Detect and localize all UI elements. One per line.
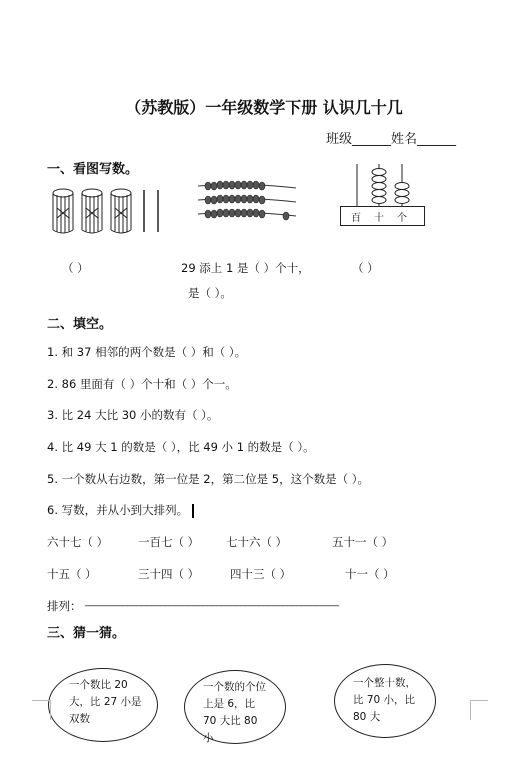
section2-heading: 二、填空。: [47, 317, 113, 332]
text-cursor: [192, 504, 194, 518]
answer-beads-line1: 29 添上 1 是（ ）个十，: [181, 261, 310, 275]
guess-bubble-1-text: 一个数比 20 大，比 27 小是双数: [69, 679, 142, 725]
fill-item-4: 4. 比 49 大 1 的数是（ ），比 49 小 1 的数是（ ）。: [47, 440, 315, 454]
abacus-label-hundreds: 百: [351, 213, 361, 224]
number-word-7: 四十三（ ）: [230, 567, 292, 581]
abacus-label-ones: 个: [397, 213, 407, 224]
fill-item-3: 3. 比 24 大比 30 小的数有（ ）。: [47, 408, 219, 422]
number-word-3: 七十六（ ）: [226, 535, 288, 549]
answer-blank-sticks: （ ）: [62, 261, 89, 275]
abacus-image: [340, 160, 425, 228]
page-title: （苏教版）一年级数学下册 认识几十几: [125, 98, 403, 117]
number-word-6: 三十四（ ）: [138, 567, 200, 581]
number-word-2: 一百七（ ）: [138, 535, 200, 549]
fill-item-2: 2. 86 里面有（ ）个十和（ ）个一。: [47, 377, 237, 391]
sort-label: 排列：: [47, 599, 82, 613]
fill-item-1: 1. 和 37 相邻的两个数是（ ）和（ ）。: [47, 345, 247, 359]
answer-blank-abacus: （ ）: [352, 261, 379, 275]
margin-mark-left: [44, 700, 51, 720]
margin-mark-left-h: [32, 700, 50, 702]
guess-bubble-2-text: 一个数的个位上是 6，比 70 大比 80 小: [203, 681, 266, 744]
sort-answer-line: ______________________________________________________: [85, 596, 339, 607]
fill-item-6-text: 6. 写数，并从小到大排列。: [47, 503, 189, 517]
fill-item-6: [47, 502, 194, 518]
fill-item-5: 5. 一个数从右边数，第一位是 2，第二位是 5，这个数是（ ）。: [47, 472, 369, 486]
abacus-label-tens: 十: [374, 213, 384, 224]
number-word-1: 六十七（ ）: [47, 535, 109, 549]
guess-bubble-3-text: 一个整十数，比 70 小，比 80 大: [353, 677, 416, 723]
guess-bubble-2: [184, 670, 286, 744]
stick-bundles-image: [50, 186, 165, 238]
margin-mark-right: [470, 700, 477, 720]
guess-bubble-3: [334, 664, 436, 738]
section1-heading: 一、看图写数。: [47, 162, 139, 177]
number-word-8: 十一（ ）: [345, 567, 395, 581]
section3-heading: 三、猜一猜。: [47, 626, 126, 641]
guess-bubble-1: [48, 668, 158, 742]
answer-beads-line2: 是（ ）。: [188, 286, 232, 300]
margin-mark-right-h: [470, 700, 488, 702]
bead-strings-image: [196, 176, 301, 224]
class-name-line: 班级______姓名______: [326, 132, 457, 147]
number-word-5: 十五（ ）: [47, 567, 97, 581]
number-word-4: 五十一（ ）: [332, 535, 394, 549]
